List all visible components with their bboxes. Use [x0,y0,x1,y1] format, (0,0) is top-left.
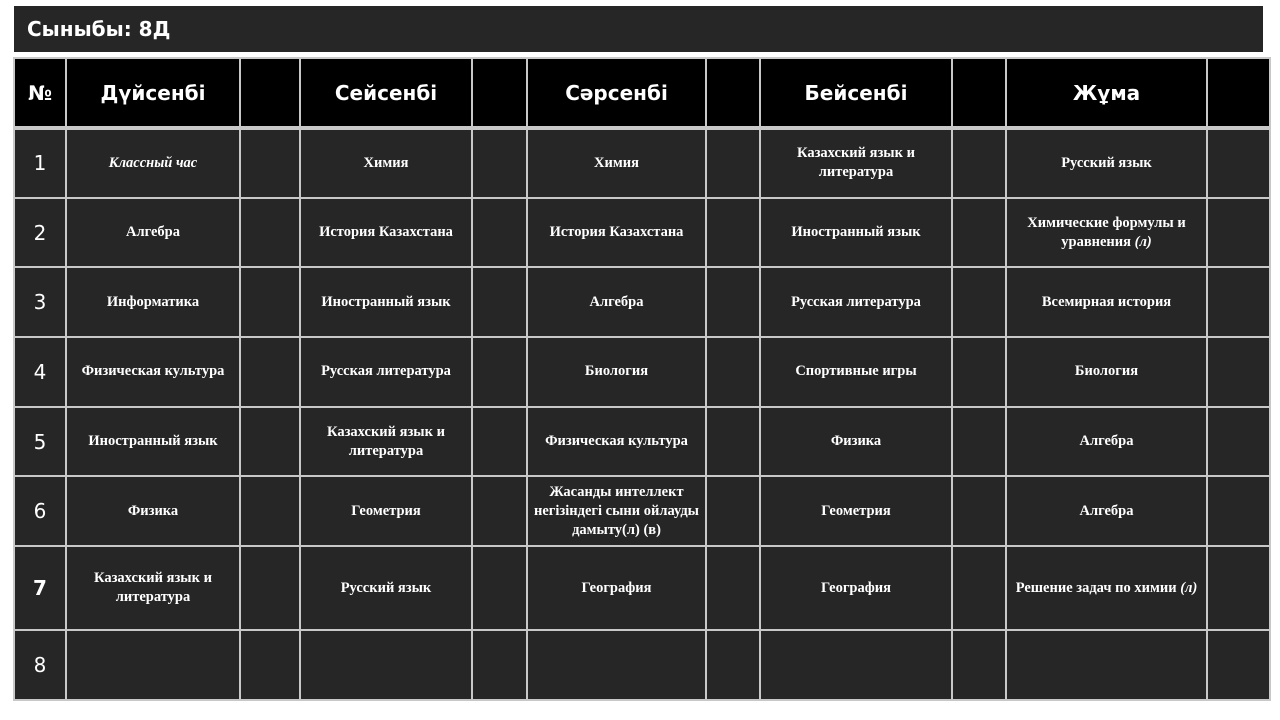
spacer-cell [706,407,760,477]
header-row [14,58,1270,128]
spacer-cell [952,407,1006,477]
header-day-friday: Жұма [1006,58,1207,128]
lesson-subject: География [821,579,891,596]
lesson-number: 3 [14,267,66,337]
lesson-note: (л) [1180,579,1198,596]
table-row [14,267,1270,337]
header-spacer [472,58,527,128]
spacer-cell [952,337,1006,407]
lesson-cell [760,128,952,198]
lesson-number: 5 [14,407,66,477]
spacer-cell [472,546,527,630]
lesson-subject: Классный час [108,154,198,171]
lesson-number: 2 [14,198,66,268]
lesson-cell [760,198,952,268]
lesson-cell [66,267,240,337]
lesson-number: 8 [14,630,66,700]
lesson-cell [1006,128,1207,198]
lesson-note: (л) [1134,233,1152,250]
lesson-subject: Физическая культура [81,363,225,380]
lesson-subject: Иностранный язык [321,293,451,310]
spacer-cell [472,476,527,546]
lesson-subject: Информатика [106,293,200,310]
lesson-subject: Алгебра [126,224,180,241]
lesson-cell [1006,407,1207,477]
lesson-subject: Решение задач по химии [1015,579,1177,596]
lesson-cell [66,198,240,268]
lesson-cell [66,407,240,477]
table-row [14,630,1270,700]
header-spacer [952,58,1006,128]
spacer-cell [1207,198,1270,268]
lesson-cell [66,337,240,407]
lesson-subject: Иностранный язык [88,433,218,450]
lesson-cell [300,198,472,268]
lesson-cell [300,546,472,630]
lesson-subject: Геометрия [821,502,891,519]
header-spacer [240,58,300,128]
lesson-subject: Всемирная история [1041,293,1172,310]
lesson-cell [527,630,706,700]
lesson-cell [527,546,706,630]
lesson-cell [760,476,952,546]
class-title: Сыныбы: 8Д [14,6,1263,52]
spacer-cell [952,630,1006,700]
lesson-subject: Иностранный язык [791,224,921,241]
lesson-subject: Биология [584,363,649,380]
header-spacer [1207,58,1270,128]
header-day-monday: Дүйсенбі [66,58,240,128]
lesson-subject: Химия [363,154,409,171]
spacer-cell [240,476,300,546]
lesson-subject: История Казахстана [319,224,453,241]
spacer-cell [1207,128,1270,198]
spacer-cell [240,337,300,407]
lesson-number: 7 [14,546,66,630]
spacer-cell [706,337,760,407]
lesson-subject: Алгебра [1079,433,1134,450]
spacer-cell [952,128,1006,198]
lesson-subject: Казахский язык и литература [327,423,445,459]
lesson-subject: Физика [127,502,179,519]
lesson-subject: Химические формулы и уравнения [1027,214,1186,250]
lesson-cell [1006,476,1207,546]
spacer-cell [240,198,300,268]
spacer-cell [952,476,1006,546]
lesson-number: 6 [14,476,66,546]
lesson-subject: География [581,579,652,596]
lesson-cell [300,630,472,700]
spacer-cell [472,198,527,268]
lesson-subject: Физика [830,433,882,450]
lesson-subject: Алгебра [1079,502,1134,519]
table-row [14,337,1270,407]
lesson-number: 4 [14,337,66,407]
lesson-cell [1006,337,1207,407]
lesson-subject: Казахский язык и литература [94,570,212,606]
spacer-cell [1207,630,1270,700]
spacer-cell [472,337,527,407]
lesson-subject: История Казахстана [549,224,684,241]
lesson-cell [527,337,706,407]
spacer-cell [240,267,300,337]
lesson-cell [760,630,952,700]
lesson-cell [300,337,472,407]
spacer-cell [706,546,760,630]
table-row [14,128,1270,198]
lesson-number: 1 [14,128,66,198]
lesson-cell [527,476,706,546]
spacer-cell [1207,337,1270,407]
lesson-subject: Алгебра [589,293,644,310]
lesson-cell [66,476,240,546]
lesson-subject: Спортивные игры [795,363,917,380]
lesson-subject: Физическая культура [545,433,688,450]
spacer-cell [1207,476,1270,546]
spacer-cell [472,630,527,700]
lesson-cell [300,407,472,477]
header-number: № [14,58,66,128]
spacer-cell [240,546,300,630]
spacer-cell [472,267,527,337]
spacer-cell [706,198,760,268]
lesson-cell [66,630,240,700]
spacer-cell [706,476,760,546]
lesson-subject: Русская литература [791,293,921,310]
lesson-cell [760,337,952,407]
schedule-table [13,57,1271,701]
lesson-subject: Химия [594,154,639,171]
spacer-cell [240,128,300,198]
table-row [14,198,1270,268]
lesson-cell [527,407,706,477]
header-day-tuesday: Сейсенбі [300,58,472,128]
lesson-cell [1006,198,1207,268]
spacer-cell [1207,546,1270,630]
spacer-cell [952,546,1006,630]
spacer-cell [1207,407,1270,477]
spacer-cell [706,267,760,337]
lesson-subject: Геометрия [351,502,421,519]
table-row [14,407,1270,477]
lesson-cell [760,267,952,337]
spacer-cell [240,630,300,700]
header-day-thursday: Бейсенбі [760,58,952,128]
lesson-cell [527,128,706,198]
spacer-cell [472,407,527,477]
spacer-cell [706,630,760,700]
lesson-subject: Русский язык [340,579,432,596]
header-day-wednesday: Сәрсенбі [527,58,706,128]
lesson-cell [527,198,706,268]
table-row [14,546,1270,630]
spacer-cell [1207,267,1270,337]
spacer-cell [472,128,527,198]
lesson-cell [1006,546,1207,630]
lesson-subject: Жасанды интеллект негізіндегі сыни ойлауды дамыту(л) (в) [534,483,699,538]
lesson-subject: Русская литература [321,363,451,380]
lesson-cell [760,407,952,477]
lesson-cell [66,546,240,630]
lesson-cell [300,476,472,546]
lesson-subject: Биология [1074,363,1139,380]
spacer-cell [240,407,300,477]
lesson-cell [1006,630,1207,700]
header-spacer [706,58,760,128]
lesson-subject: Русский язык [1061,154,1152,171]
lesson-cell [300,267,472,337]
lesson-cell [300,128,472,198]
lesson-cell [1006,267,1207,337]
lesson-cell [760,546,952,630]
lesson-cell [66,128,240,198]
lesson-subject: Казахский язык и литература [797,145,915,181]
table-row [14,476,1270,546]
lesson-cell [527,267,706,337]
spacer-cell [952,267,1006,337]
spacer-cell [706,128,760,198]
spacer-cell [952,198,1006,268]
